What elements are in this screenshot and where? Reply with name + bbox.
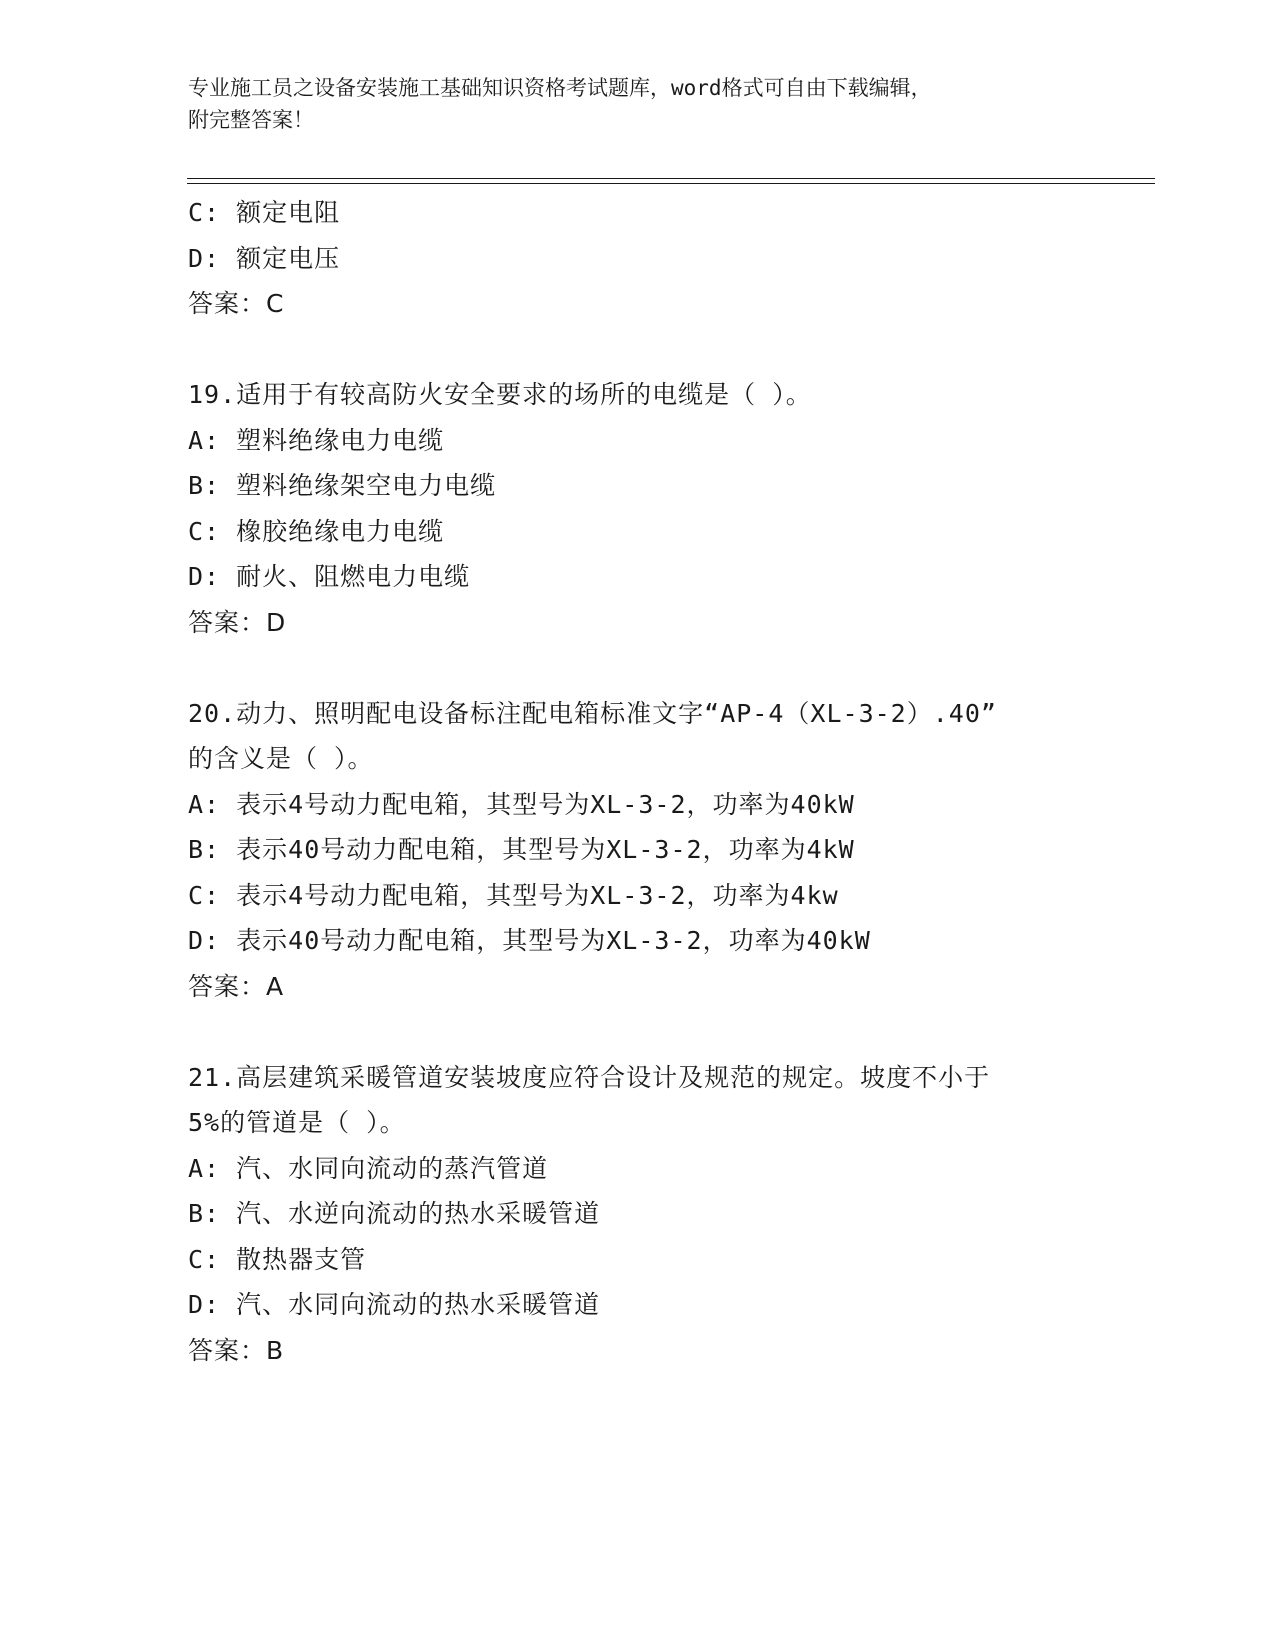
question-list [188,190,1148,1373]
question-stem-line-1: 21.高层建筑采暖管道安装坡度应符合设计及规范的规定。坡度不小于 [188,1062,991,1092]
answer: 答案：A [188,971,285,1001]
option-d: D: 额定电压 [188,243,341,273]
header-divider-bottom [187,183,1155,184]
spacer [188,1009,1148,1055]
option-c: C: 橡胶绝缘电力电缆 [188,516,445,546]
option-a: A: 表示4号动力配电箱，其型号为XL-3-2，功率为40kW [188,789,855,819]
header-title-line-2: 附完整答案！ [188,108,314,132]
option-a: A: 塑料绝缘电力电缆 [188,425,445,455]
option-c: C: 散热器支管 [188,1244,367,1274]
question-stem: 19.适用于有较高防火安全要求的场所的电缆是（ ）。 [188,380,812,409]
question-stem-line-2: 的含义是（ ）。 [188,744,374,773]
spacer [188,327,1148,373]
option-d: D: 表示40号动力配电箱，其型号为XL-3-2，功率为40kW [188,926,871,955]
answer: 答案：B [188,1335,285,1365]
question-18-continued [188,190,1148,327]
option-d: D: 耐火、阻燃电力电缆 [188,562,471,591]
question-19 [188,372,1148,645]
question-20 [188,691,1148,1010]
answer: 答案：D [188,607,287,637]
answer: 答案：C [188,289,285,318]
option-a: A: 汽、水同向流动的蒸汽管道 [188,1153,549,1183]
question-stem-line-2: 5%的管道是（ ）。 [188,1108,406,1137]
question-stem-line-1: 20.动力、照明配电设备标注配电箱标准文字“AP-4（XL-3-2）.40” [188,698,997,728]
option-c: C: 表示4号动力配电箱，其型号为XL-3-2，功率为4kw [188,880,839,910]
question-21 [188,1055,1148,1374]
option-c: C: 额定电阻 [188,198,341,227]
header-title-line-1: 专业施工员之设备安装施工基础知识资格考试题库，word格式可自由下载编辑， [188,76,932,100]
option-b: B: 汽、水逆向流动的热水采暖管道 [188,1199,601,1228]
option-d: D: 汽、水同向流动的热水采暖管道 [188,1290,601,1319]
document-header [188,72,1088,136]
option-b: B: 塑料绝缘架空电力电缆 [188,471,497,500]
header-divider-top [187,178,1155,179]
option-b: B: 表示40号动力配电箱，其型号为XL-3-2，功率为4kW [188,835,855,864]
spacer [188,645,1148,691]
